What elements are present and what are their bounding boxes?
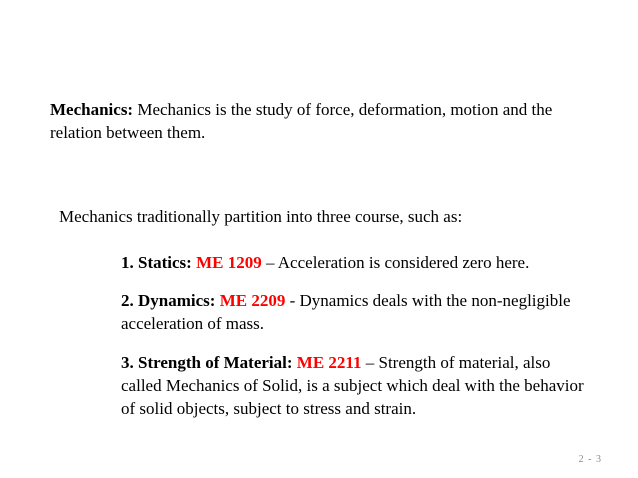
course-label: 3. Strength of Material: [121,353,293,372]
course-description: – Acceleration is considered zero here. [261,253,530,272]
page-number: 2 - 3 [578,454,602,465]
course-code: ME 1209 [196,253,262,272]
course-item-strength-of-material [121,351,591,420]
course-description: – Strength of material, also called Mechanics of Solid, is a subject which deal with the behavior of solid objects, subject to stress and strain. [121,353,584,418]
course-label: 1. Statics: [121,253,192,272]
course-item-dynamics [121,289,591,335]
mechanics-definition-text: Mechanics is the study of force, deformation, motion and the relation between them. [50,100,553,142]
mechanics-definition [50,98,595,144]
mechanics-term: Mechanics: [50,100,134,119]
course-description: - Dynamics deals with the non-negligible acceleration of mass. [121,291,571,333]
course-code: ME 2211 [296,353,362,372]
course-code: ME 2209 [219,291,286,310]
course-label: 2. Dynamics: [121,291,216,310]
partition-lead-text: Mechanics traditionally partition into three course, such as: [59,207,463,226]
course-item-statics [121,251,591,274]
